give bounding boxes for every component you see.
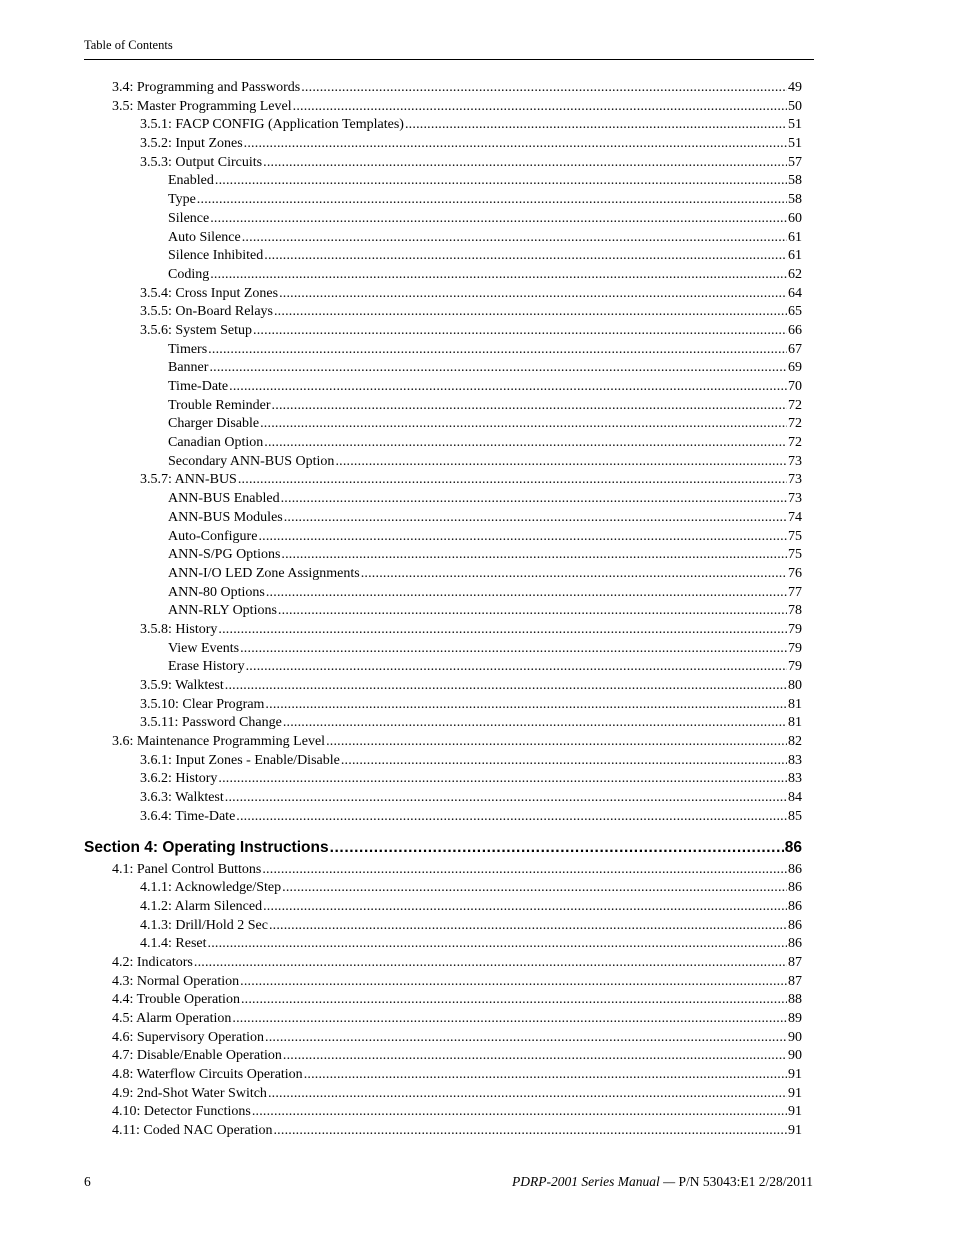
toc-entry-title: ANN-80 Options <box>168 584 265 600</box>
toc-entry[interactable] <box>168 546 802 565</box>
toc-entry-page: 90 <box>788 1029 802 1045</box>
toc-dot-leader <box>225 789 787 808</box>
toc-dot-leader <box>209 359 787 378</box>
toc-entry[interactable] <box>140 917 802 936</box>
toc-entry-page: 75 <box>788 547 802 563</box>
toc-entry-page: 87 <box>788 973 802 989</box>
toc-entry-page: 79 <box>788 659 802 675</box>
toc-entry-title: 4.3: Normal Operation <box>112 973 240 989</box>
toc-entry-title: 4.5: Alarm Operation <box>112 1011 232 1026</box>
toc-entry-page: 84 <box>788 790 802 806</box>
toc-entry-page: 79 <box>788 621 802 637</box>
toc-dot-leader <box>265 1029 787 1048</box>
toc-entry-title: Canadian Option <box>168 435 264 451</box>
toc-entry[interactable] <box>140 808 802 827</box>
toc-entry-title: Auto Silence <box>168 229 241 245</box>
toc-entry[interactable] <box>112 991 802 1010</box>
toc-entry-page: 86 <box>788 880 802 896</box>
running-header: Table of Contents <box>84 38 173 52</box>
toc-dot-leader <box>361 565 787 584</box>
toc-dot-leader <box>304 1066 787 1085</box>
toc-entry[interactable] <box>112 1122 802 1141</box>
toc-entry[interactable] <box>168 584 802 603</box>
toc-entry-page: 58 <box>788 192 802 208</box>
toc-entry-title: ANN-RLY Options <box>168 603 277 619</box>
toc-dot-leader <box>252 1103 787 1122</box>
toc-entry-page: 61 <box>788 248 802 264</box>
toc-entry-page: 77 <box>788 584 802 600</box>
toc-entry-page: 80 <box>788 678 802 693</box>
toc-entry-page: 72 <box>788 397 802 413</box>
toc-dot-leader <box>208 935 788 954</box>
toc-entry[interactable] <box>168 509 802 528</box>
toc-entry-page: 58 <box>788 173 802 189</box>
toc-entry-title: 3.6.3: Walktest <box>140 790 224 806</box>
toc-entry[interactable] <box>140 135 802 154</box>
toc-entry-page: 79 <box>788 640 802 656</box>
toc-dot-leader <box>279 285 787 304</box>
toc-entry-page: 81 <box>788 715 802 731</box>
toc-entry-title: 4.11: Coded NAC Operation <box>112 1123 273 1139</box>
toc-entry-page: 86 <box>788 861 802 877</box>
toc-entry-page: 67 <box>788 341 802 357</box>
toc-dot-leader <box>281 546 787 565</box>
toc-entry-title: 3.6: Maintenance Programming Level <box>112 734 326 750</box>
toc-entry[interactable] <box>112 98 802 117</box>
toc-entry-page: 51 <box>788 136 802 152</box>
toc-entry[interactable] <box>112 79 802 98</box>
toc-dot-leader <box>232 1010 787 1029</box>
toc-entry-page: 82 <box>788 734 802 750</box>
toc-entry-title: 4.1: Panel Control Buttons <box>112 861 262 877</box>
toc-entry[interactable] <box>168 247 802 266</box>
toc-entry-page: 72 <box>788 416 802 432</box>
toc-dot-leader <box>293 98 787 117</box>
toc-dot-leader <box>272 397 787 416</box>
toc-dot-leader <box>258 528 787 547</box>
toc-entry[interactable] <box>168 490 802 509</box>
toc-entry-title: 3.5.10: Clear Program <box>140 696 265 712</box>
toc-entry-title: 4.8: Waterflow Circuits Operation <box>112 1067 303 1083</box>
toc-dot-leader <box>244 135 787 154</box>
toc-dot-leader <box>225 677 787 696</box>
toc-entry[interactable] <box>140 621 802 640</box>
toc-dot-leader <box>263 154 787 173</box>
toc-entry-title: 4.1.1: Acknowledge/Step <box>140 880 282 896</box>
toc-entry-title: Enabled <box>168 173 214 189</box>
toc-entry[interactable] <box>140 898 802 917</box>
header-rule <box>84 59 814 60</box>
toc-entry-page: 69 <box>788 360 802 376</box>
toc-entry-page: 86 <box>788 936 802 952</box>
toc-entry-title: 3.6.2: History <box>140 771 218 787</box>
toc-entry-title: 4.7: Disable/Enable Operation <box>112 1048 282 1064</box>
toc-entry-page: 66 <box>788 322 802 338</box>
toc-entry[interactable] <box>168 341 802 360</box>
toc-entry-title: ANN-S/PG Options <box>168 547 281 563</box>
toc-entry-page: 91 <box>788 1104 802 1120</box>
toc-entry-title: 3.4: Programming and Passwords <box>112 80 301 95</box>
toc-entry-page: 86 <box>788 898 802 914</box>
toc-entry-title: Auto-Configure <box>168 528 258 544</box>
toc-dot-leader <box>240 973 787 992</box>
toc-entry-title: 3.5.6: System Setup <box>140 322 253 338</box>
toc-entry-page: 90 <box>788 1048 802 1064</box>
toc-entry[interactable] <box>140 154 802 173</box>
toc-entry-title: 3.6.4: Time-Date <box>140 808 236 824</box>
toc-dot-leader <box>341 752 787 771</box>
toc-dot-leader <box>301 79 787 98</box>
toc-dot-leader <box>283 1047 787 1066</box>
toc-entry[interactable] <box>168 415 802 434</box>
toc-dot-leader <box>335 453 787 472</box>
toc-entry-title: Silence Inhibited <box>168 248 264 264</box>
toc-entry[interactable] <box>112 954 802 973</box>
toc-dot-leader <box>208 341 787 360</box>
toc-entry[interactable] <box>168 658 802 677</box>
toc-entry[interactable] <box>112 1047 802 1066</box>
toc-entry-title: 4.1.3: Drill/Hold 2 Sec <box>140 917 268 933</box>
toc-dot-leader <box>253 322 787 341</box>
toc-dot-leader <box>242 229 787 248</box>
toc-entry[interactable] <box>112 1103 802 1122</box>
toc-dot-leader <box>330 835 784 861</box>
toc-entry-title: 3.5.1: FACP CONFIG (Application Templates) <box>140 117 404 133</box>
toc-entry[interactable] <box>168 565 802 584</box>
toc-entry[interactable] <box>112 1029 802 1048</box>
toc-entry-page: 49 <box>788 80 802 95</box>
toc-dot-leader <box>218 770 787 789</box>
toc-entry-page: 73 <box>788 491 802 507</box>
toc-dot-leader <box>218 621 787 640</box>
toc-entry[interactable] <box>140 471 802 490</box>
toc-entry[interactable] <box>168 434 802 453</box>
toc-entry-page: 91 <box>788 1085 802 1101</box>
toc-entry-title: 4.6: Supervisory Operation <box>112 1029 265 1045</box>
toc-entry[interactable] <box>168 172 802 191</box>
toc-entry-page: 60 <box>788 210 802 226</box>
toc-entry-title: 4.4: Trouble Operation <box>112 992 240 1008</box>
toc-entry-page: 85 <box>788 808 802 824</box>
toc-entry-page: 70 <box>788 379 802 394</box>
toc-dot-leader <box>240 640 787 659</box>
toc-entry[interactable] <box>168 266 802 285</box>
toc-entry-page: 76 <box>788 565 802 581</box>
toc-entry[interactable] <box>140 935 802 954</box>
toc-dot-leader <box>274 303 787 322</box>
toc-entry-title: Timers <box>168 341 208 357</box>
toc-dot-leader <box>263 898 787 917</box>
toc-entry[interactable] <box>168 210 802 229</box>
toc-entry[interactable] <box>140 879 802 898</box>
toc-dot-leader <box>266 584 787 603</box>
toc-dot-leader <box>194 954 787 973</box>
toc-entry-title: 4.9: 2nd-Shot Water Switch <box>112 1085 267 1101</box>
toc-dot-leader <box>282 879 787 898</box>
toc-entry-page: 86 <box>784 838 802 856</box>
toc-entry-title: 4.2: Indicators <box>112 954 193 970</box>
toc-entry[interactable] <box>112 1085 802 1104</box>
toc-dot-leader <box>241 991 787 1010</box>
toc-entry[interactable] <box>112 733 802 752</box>
toc-entry-page: 72 <box>788 435 802 451</box>
toc-entry-page: 78 <box>788 603 802 619</box>
toc-entry[interactable] <box>140 714 802 733</box>
toc-entry-page: 73 <box>788 453 802 469</box>
toc-entry-title: Type <box>168 192 196 208</box>
toc-entry[interactable] <box>168 359 802 378</box>
toc-entry[interactable] <box>140 303 802 322</box>
toc-entry-page: 50 <box>788 98 802 114</box>
toc-dot-leader <box>268 1085 787 1104</box>
toc-entry-title: Charger Disable <box>168 416 260 432</box>
toc-entry-page: 81 <box>788 696 802 712</box>
toc-dot-leader <box>238 471 787 490</box>
toc-entry-title: Coding <box>168 266 210 282</box>
toc-dot-leader <box>405 116 787 135</box>
toc-entry-title: 3.5.3: Output Circuits <box>140 154 263 170</box>
toc-entry-title: 3.5.7: ANN-BUS <box>140 472 237 488</box>
toc-dot-leader <box>262 861 787 880</box>
toc-entry-title: View Events <box>168 640 240 656</box>
toc-entry-title: 3.5.2: Input Zones <box>140 136 243 152</box>
toc-entry-page: 83 <box>788 771 802 787</box>
toc-entry-title: 3.5.9: Walktest <box>140 678 224 693</box>
toc-entry-page: 87 <box>788 954 802 970</box>
toc-dot-leader <box>236 808 787 827</box>
toc-entry-title: Secondary ANN-BUS Option <box>168 453 335 469</box>
toc-dot-leader <box>273 1122 787 1141</box>
toc-entry-page: 51 <box>788 117 802 133</box>
toc-dot-leader <box>210 210 787 229</box>
toc-entry-page: 61 <box>788 229 802 245</box>
toc-entry-title: 3.5.11: Password Change <box>140 715 282 731</box>
toc-entry[interactable] <box>112 1066 802 1085</box>
toc-entry[interactable] <box>140 752 802 771</box>
toc-entry[interactable] <box>140 116 802 135</box>
toc-dot-leader <box>278 602 787 621</box>
manual-title: PDRP-2001 Series Manual — <box>512 1174 676 1189</box>
toc-entry-title: 3.6.1: Input Zones - Enable/Disable <box>140 752 340 768</box>
toc-entry-title: 3.5.8: History <box>140 621 218 637</box>
toc-entry[interactable] <box>168 528 802 547</box>
toc-entry-page: 65 <box>788 304 802 320</box>
toc-entry[interactable] <box>168 602 802 621</box>
toc-entry[interactable] <box>140 677 802 696</box>
toc-dot-leader <box>215 172 787 191</box>
toc-entry-title: Banner <box>168 360 209 376</box>
toc-entry-page: 57 <box>788 154 802 170</box>
toc-entry[interactable] <box>168 453 802 472</box>
toc-entry[interactable] <box>112 973 802 992</box>
toc-entry-title: ANN-I/O LED Zone Assignments <box>168 565 360 581</box>
toc-entry[interactable] <box>140 285 802 304</box>
toc-dot-leader <box>229 378 787 397</box>
toc-entry[interactable] <box>140 696 802 715</box>
toc-entry-title: Time-Date <box>168 379 229 394</box>
toc-entry[interactable] <box>140 789 802 808</box>
toc-dot-leader <box>269 917 787 936</box>
toc-dot-leader <box>264 247 787 266</box>
toc-entry-title: 3.5.5: On-Board Relays <box>140 304 273 320</box>
toc-entry-page: 64 <box>788 285 802 301</box>
toc-section-heading[interactable] <box>84 835 802 861</box>
toc-entry-title: 4.1.2: Alarm Silenced <box>140 898 263 914</box>
toc-dot-leader <box>246 658 787 677</box>
toc-entry-title: Section 4: Operating Instructions <box>84 838 329 856</box>
toc-dot-leader <box>210 266 787 285</box>
toc-entry-page: 91 <box>788 1123 802 1139</box>
toc-entry-title: 3.5.4: Cross Input Zones <box>140 285 279 301</box>
toc-entry-title: ANN-BUS Enabled <box>168 491 280 507</box>
toc-entry[interactable] <box>168 191 802 210</box>
toc-dot-leader <box>281 490 787 509</box>
toc-dot-leader <box>264 434 787 453</box>
toc-dot-leader <box>265 696 787 715</box>
toc-dot-leader <box>197 191 787 210</box>
toc-entry-title: 4.1.4: Reset <box>140 936 207 952</box>
toc-entry-title: 4.10: Detector Functions <box>112 1104 251 1120</box>
toc-entry[interactable] <box>168 397 802 416</box>
toc-entry-page: 74 <box>788 509 802 525</box>
toc-entry-page: 83 <box>788 752 802 768</box>
toc-entry-page: 89 <box>788 1011 802 1026</box>
toc-entry[interactable] <box>112 1010 802 1029</box>
toc-dot-leader <box>283 714 787 733</box>
page-number: 6 <box>84 1174 91 1189</box>
toc-entry-page: 86 <box>788 917 802 933</box>
toc-entry[interactable] <box>168 378 802 397</box>
toc-entry[interactable] <box>168 640 802 659</box>
toc-entry-page: 62 <box>788 266 802 282</box>
toc-entry-title: Silence <box>168 210 210 226</box>
toc-dot-leader <box>284 509 787 528</box>
toc-entry-title: Erase History <box>168 659 245 675</box>
part-number: P/N 53043:E1 2/28/2011 <box>678 1174 813 1189</box>
toc-entry-title: 3.5: Master Programming Level <box>112 98 292 114</box>
footer-manual-info <box>512 1174 813 1190</box>
toc-entry-page: 91 <box>788 1067 802 1083</box>
toc-entry-title: ANN-BUS Modules <box>168 509 283 525</box>
toc-dot-leader <box>326 733 787 752</box>
toc-dot-leader <box>260 415 787 434</box>
toc-entry[interactable] <box>140 322 802 341</box>
toc-entry[interactable] <box>140 770 802 789</box>
toc-entry[interactable] <box>112 861 802 880</box>
toc-entry[interactable] <box>168 229 802 248</box>
toc-entry-title: Trouble Reminder <box>168 397 271 413</box>
toc-entry-page: 75 <box>788 528 802 544</box>
toc-entry-page: 88 <box>788 992 802 1008</box>
table-of-contents <box>0 79 954 1141</box>
toc-entry-page: 73 <box>788 472 802 488</box>
